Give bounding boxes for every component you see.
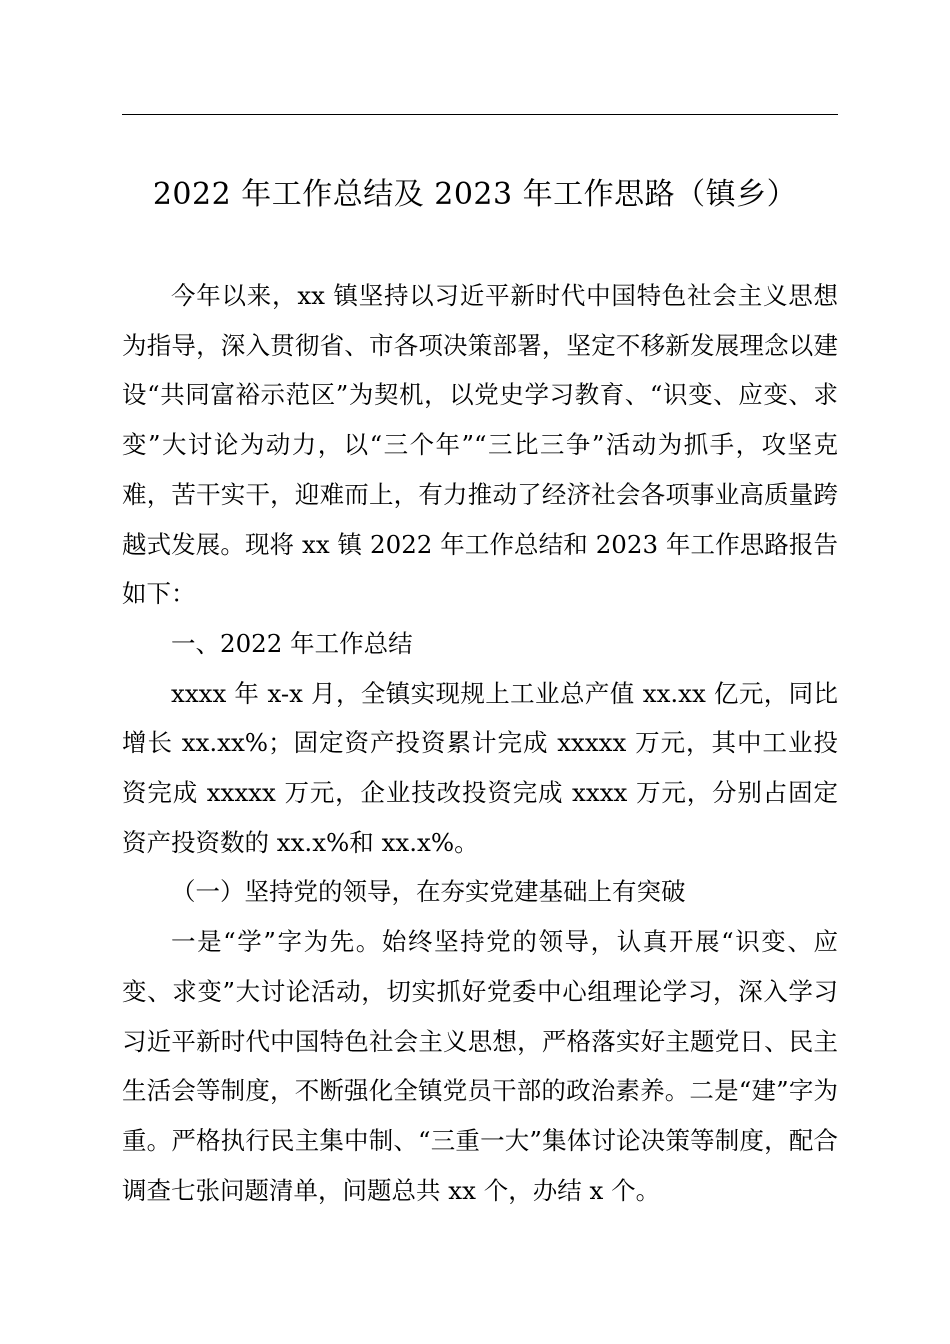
summary-paragraph: xxxx 年 x-x 月，全镇实现规上工业总产值 xx.xx 亿元，同比增长 xx.xx%；固定资产投资累计完成 xxxxx 万元，其中工业投资完成 xxxxx 万元，企业技改投资完成 xxxx 万元，分别占固定资产投资数的 xx.x%和 xx.x%。 — [122, 678, 838, 857]
document-title: 2022 年工作总结及 2023 年工作思路（镇乡） — [152, 177, 798, 212]
document-body — [122, 271, 838, 1215]
header-rule — [122, 114, 838, 115]
party-building-paragraph: 一是“学”字为先。始终坚持党的领导，认真开展“识变、应变、求变”大讨论活动，切实抓好党委中心组理论学习，深入学习习近平新时代中国特色社会主义思想，严格落实好主题党日、民主生活会等制度，不断强化全镇党员干部的政治素养。二是“建”字为重。严格执行民主集中制、“三重一大”集体讨论决策等制度，配合调查七张问题清单，问题总共 xx 个，办结 x 个。 — [122, 927, 838, 1205]
subsection-heading: （一）坚持党的领导，在夯实党建基础上有突破 — [171, 877, 686, 907]
intro-paragraph: 今年以来，xx 镇坚持以习近平新时代中国特色社会主义思想为指导，深入贯彻省、市各项决策部署，坚定不移新发展理念以建设“共同富裕示范区”为契机，以党史学习教育、“识变、应变、求变”大讨论为动力，以“三个年”“三比三争”活动为抓手，攻坚克难，苦干实干，迎难而上，有力推动了经济社会各项事业高质量跨越式发展。现将 xx 镇 2022 年工作总结和 2023 年工作思路报告如下： — [122, 281, 838, 609]
section-heading: 一、2022 年工作总结 — [171, 628, 413, 658]
